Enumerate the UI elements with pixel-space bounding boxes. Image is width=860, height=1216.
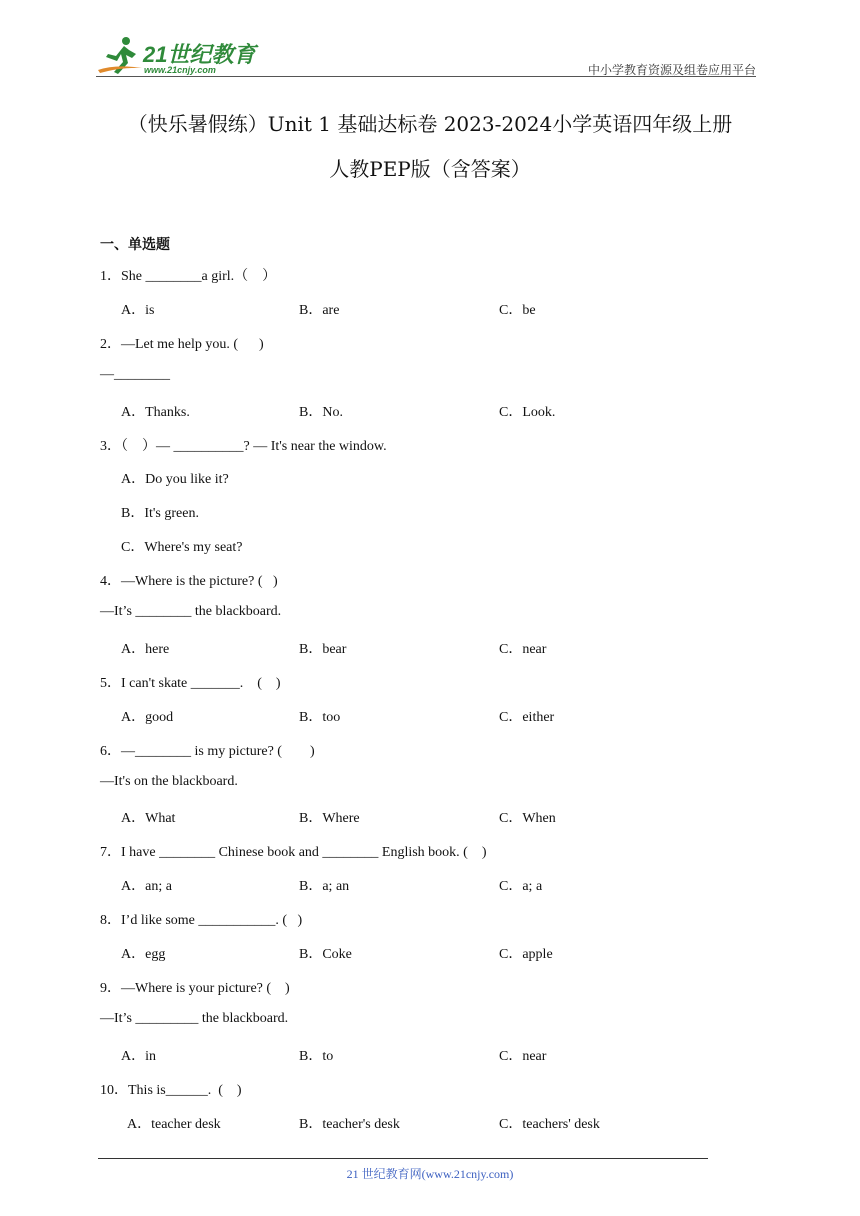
question-stem: 4．—Where is the picture? ( ) [100, 574, 278, 590]
answer-option[interactable]: B．too [299, 709, 341, 725]
answer-option[interactable]: A．in [121, 1048, 156, 1064]
header-divider [96, 76, 756, 77]
answer-option[interactable]: A．What [121, 811, 176, 827]
question-stem: 6．—________ is my picture? ( ) [100, 743, 315, 759]
header-tagline: 中小学教育资源及组卷应用平台 [587, 63, 756, 77]
answer-option[interactable]: C．near [499, 1048, 547, 1064]
answer-option[interactable]: C．either [499, 709, 555, 725]
answer-option[interactable]: A．is [121, 302, 155, 318]
answer-option[interactable]: C．be [499, 302, 536, 318]
question-subline: —It’s ________ the blackboard. [100, 604, 282, 619]
answer-option[interactable]: B．bear [299, 641, 347, 657]
site-logo[interactable] [96, 32, 266, 76]
logo-url: www.21cnjy.com [144, 65, 216, 75]
answer-option[interactable]: B．are [299, 302, 340, 318]
answer-option[interactable]: A．egg [121, 947, 166, 962]
question-subline: —It's on the blackboard. [100, 773, 238, 789]
answer-option[interactable]: C．a; a [499, 879, 543, 895]
logo-text: 21世纪教育 [143, 42, 256, 67]
footer-divider [98, 1158, 708, 1159]
answer-option[interactable]: A．Do you like it? [121, 472, 229, 488]
answer-option[interactable]: C．When [499, 811, 556, 827]
footer-link[interactable]: 21 世纪教育网(www.21cnjy.com) [346, 1167, 514, 1181]
page-header [96, 32, 756, 78]
answer-option[interactable]: B．Coke [299, 947, 352, 962]
document-title-line2: 人教PEP版（含答案） [329, 157, 531, 181]
question-stem: 8．I’d like some ___________. ( ) [100, 913, 303, 929]
question-stem: 2．—Let me help you. ( ) [100, 336, 264, 352]
answer-option[interactable]: A．Thanks. [121, 404, 190, 420]
answer-option[interactable]: C．apple [499, 947, 553, 962]
answer-option[interactable]: A．an; a [121, 879, 172, 895]
answer-option[interactable]: B．It's green. [121, 506, 199, 522]
answer-option[interactable]: B．a; an [299, 879, 350, 895]
answer-option[interactable]: B．to [299, 1048, 334, 1064]
answer-option[interactable]: C．Look. [499, 404, 556, 420]
runner-logo-icon [96, 34, 146, 76]
question-subline: —________ [100, 366, 170, 382]
answer-option[interactable]: A．here [121, 641, 170, 657]
question-stem: 5．I can't skate _______. ( ) [100, 675, 281, 691]
answer-option[interactable]: A．teacher desk [127, 1116, 221, 1132]
answer-option[interactable]: B．No. [299, 404, 343, 420]
question-stem: 1．She ________a girl.（ ） [100, 269, 277, 284]
question-stem: 10．This is______. ( ) [100, 1082, 242, 1098]
question-stem: 9．—Where is your picture? ( ) [100, 980, 290, 996]
question-stem: 7．I have ________ Chinese book and ________ English book. ( ) [100, 845, 487, 861]
answer-option[interactable]: B．Where [299, 811, 360, 827]
question-stem: 3．（ ）— __________? — It's near the window. [100, 438, 387, 454]
section-heading: 一、单选题 [100, 237, 170, 253]
document-title-line1: （快乐暑假练）Unit 1 基础达标卷 2023-2024小学英语四年级上册 [127, 112, 733, 136]
answer-option[interactable]: C．near [499, 641, 547, 657]
question-subline: —It’s _________ the blackboard. [100, 1010, 289, 1026]
answer-option[interactable]: B．teacher's desk [299, 1116, 400, 1132]
answer-option[interactable]: C．Where's my seat? [121, 540, 243, 556]
answer-option[interactable]: C．teachers' desk [499, 1116, 600, 1132]
answer-option[interactable]: A．good [121, 709, 174, 725]
